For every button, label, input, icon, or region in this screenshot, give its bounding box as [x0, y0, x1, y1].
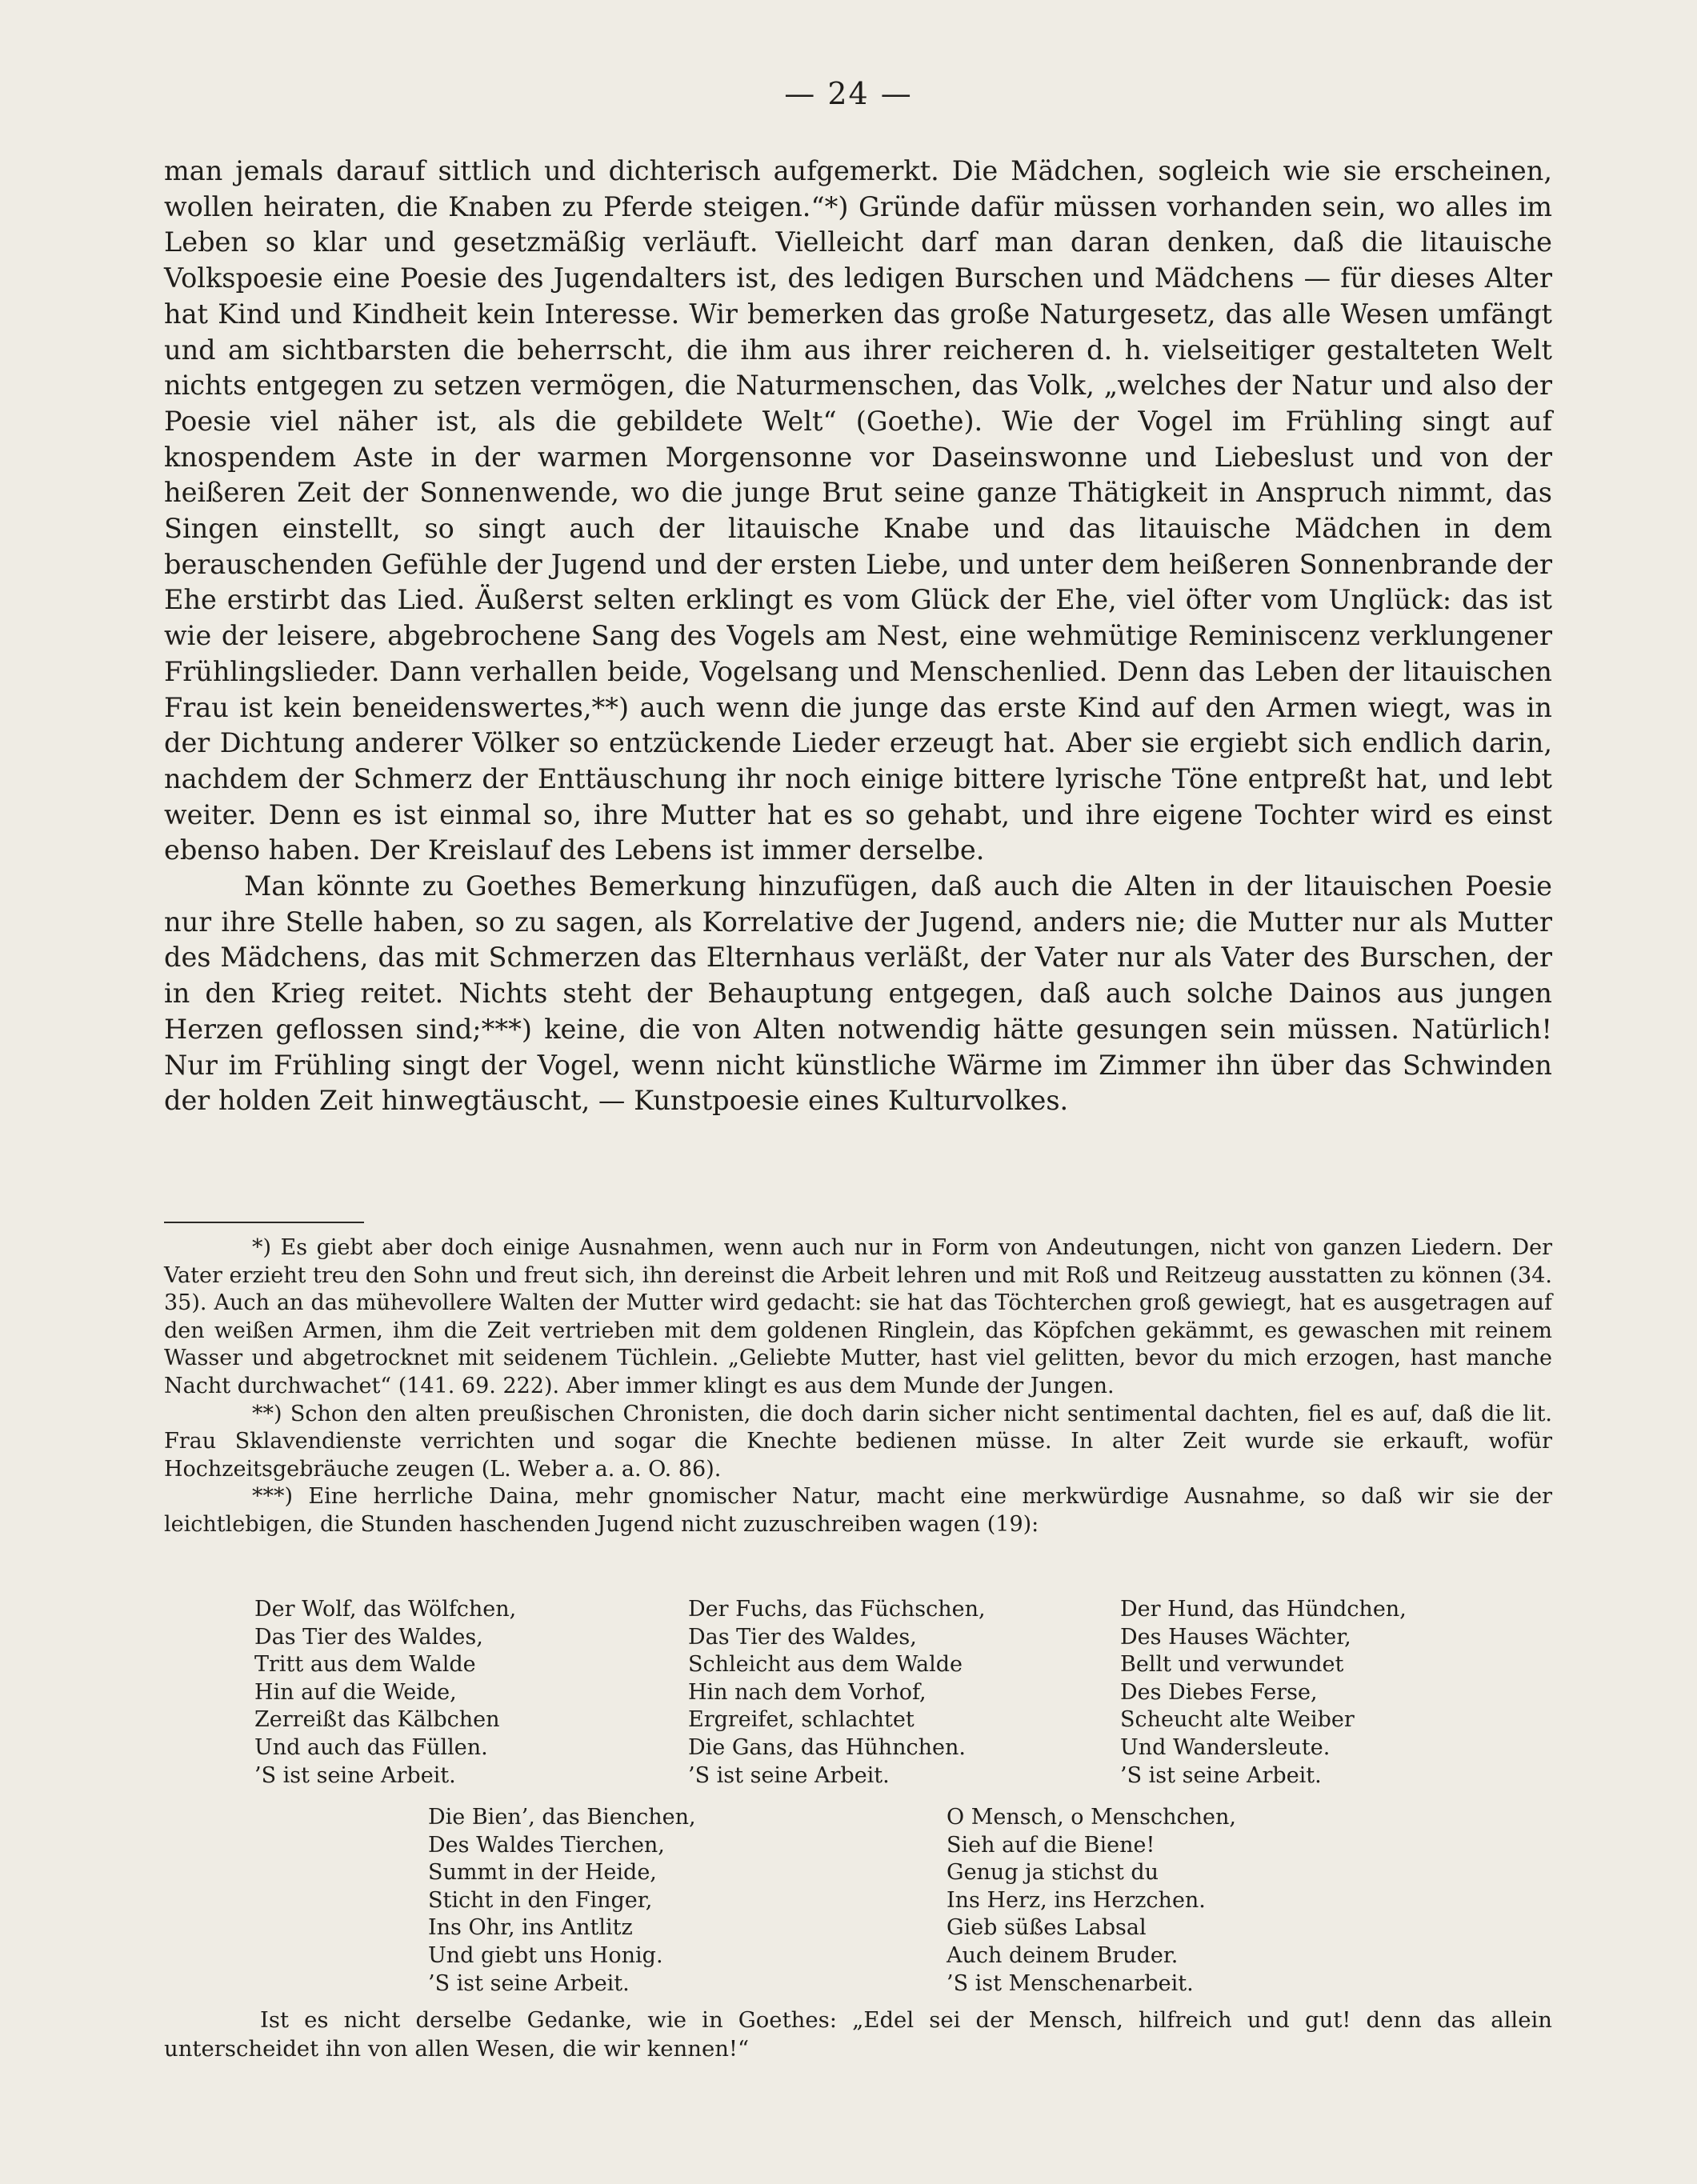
paragraph: Man könnte zu Goethes Bemerkung hinzufügen, daß auch die Alten in der litauischen Poesie nur ihre Stelle haben, so zu sagen, als Korrelative der Jugend, anders nie; die Mutter nur als Mutter des Mädchens, das mit Schmerzen das Elternhaus verläßt, der Vater nur als Vater des Burschen, der in den Krieg reitet. Nichts steht der Behauptung entgegen, daß auch solche Dainos aus jungen Herzen geflossen sind;***) keine, die von Alten notwendig hätte gesungen sein müssen. Natürlich! Nur im Frühling singt der Vogel, wenn nicht künstliche Wärme im Zimmer ihn über das Schwinden der holden Zeit hinwegtäuscht, — Kunstpoesie eines Kulturvolkes.: [164, 870, 1552, 1117]
poem-line: Der Hund, das Hündchen,: [1120, 1597, 1407, 1622]
poem-stanza-fox: [688, 1596, 986, 1790]
poem-line: Ins Herz, ins Herzchen.: [947, 1887, 1206, 1913]
poem-line: Schleicht aus dem Walde: [688, 1652, 963, 1678]
poem-line: Hin auf die Weide,: [254, 1679, 457, 1705]
poem-line: Bellt und verwundet: [1120, 1652, 1344, 1678]
poem-line: ’S ist Menschenarbeit.: [947, 1970, 1194, 1996]
paragraph: man jemals darauf sittlich und dichterisch aufgemerkt. Die Mädchen, sogleich wie sie erscheinen, wollen heiraten, die Knaben zu Pferde steigen.“*) Gründe dafür müssen vorhanden sein, wo alles im Leben so klar und gesetzmäßig verläuft. Vielleicht darf man daran denken, daß die litauische Volkspoesie eine Poesie des Jugendalters ist, des ledigen Burschen und Mädchens — für dieses Alter hat Kind und Kindheit kein Interesse. Wir bemerken das große Naturgesetz, das alle Wesen umfängt und am sichtbarsten die beherrscht, die ihm aus ihrer reicheren d. h. vielseitiger gestalteten Welt nichts entgegen zu setzen vermögen, die Naturmenschen, das Volk, „welches der Natur und also der Poesie viel näher ist, als die gebildete Welt“ (Goethe). Wie der Vogel im Frühling singt auf knospendem Aste in der warmen Morgensonne vor Daseinswonne und Liebeslust und von der heißeren Zeit der Sonnenwende, wo die junge Brut seine ganze Thätigkeit in Anspruch nimmt, das Singen einstellt, so singt auch der litauische Knabe und das litauische Mädchen in dem berauschenden Gefühle der Jugend und der ersten Liebe, und unter dem heißeren Sonnenbrande der Ehe erstirbt das Lied. Äußerst selten erklingt es vom Glück der Ehe, viel öfter vom Unglück: das ist wie der leisere, abgebrochene Sang des Vogels am Nest, eine wehmütige Reminiscenz verklungener Frühlingslieder. Dann verhallen beide, Vogelsang und Menschenlied. Denn das Leben der litauischen Frau ist kein beneidenswertes,**) auch wenn die junge das erste Kind auf den Armen wiegt, was in der Dichtung anderer Völker so entzückende Lieder erzeugt hat. Aber sie ergiebt sich endlich darin, nachdem der Schmerz der Enttäuschung ihr noch einige bittere lyrische Töne entpreßt hat, und lebt weiter. Denn es ist einmal so, ihre Mutter hat es so gehabt, und ihre eigene Tochter wird es einst ebenso haben. Der Kreislauf des Lebens ist immer derselbe.: [164, 155, 1552, 866]
poem-line: Sieh auf die Biene!: [947, 1832, 1155, 1858]
footnotes: [164, 1234, 1552, 1539]
poem-line: Und giebt uns Honig.: [428, 1942, 663, 1968]
poem-line: Scheucht alte Weiber: [1120, 1707, 1355, 1733]
poem-line: Genug ja stichst du: [947, 1860, 1159, 1886]
poem-line: Summt in der Heide,: [428, 1860, 657, 1886]
poem-line: ’S ist seine Arbeit.: [688, 1762, 890, 1788]
poem-line: Tritt aus dem Walde: [254, 1652, 476, 1678]
footnote-rule: [164, 1222, 364, 1223]
poem-line: Des Waldes Tierchen,: [428, 1832, 665, 1858]
poem-line: ’S ist seine Arbeit.: [254, 1762, 456, 1788]
closing-remark: [164, 2006, 1552, 2063]
footnote: *) Es giebt aber doch einige Ausnahmen, wenn auch nur in Form von Andeutungen, nicht von ganzen Liedern. Der Vater erzieht treu den Sohn und freut sich, ihn dereinst die Arbeit lehren und mit Roß und Reitzeug ausstatten zu können (34. 35). Auch an das mühevollere Walten der Mutter wird gedacht: sie hat das Töchterchen groß gewiegt, hat es ausgetragen auf den weißen Armen, ihm die Zeit vertrieben mit dem goldenen Ringlein, das Köpfchen gekämmt, es gewaschen mit reinem Wasser und abgetrocknet mit seidenem Tüchlein. „Geliebte Mutter, hast viel gelitten, bevor du mich erzogen, hast manche Nacht durchwachet“ (141. 69. 222). Aber immer klingt es aus dem Munde der Jungen.: [164, 1235, 1552, 1398]
poem-line: Die Bien’, das Bienchen,: [428, 1805, 696, 1830]
main-text: [164, 154, 1552, 1119]
poem-line: Auch deinem Bruder.: [947, 1942, 1179, 1968]
poem-stanza-wolf: [254, 1596, 516, 1790]
poem-line: Des Hauses Wächter,: [1120, 1624, 1351, 1650]
footnote: **) Schon den alten preußischen Chronisten, die doch darin sicher nicht sentimental dachten, fiel es auf, daß die lit. Frau Sklavendienste verrichten und sogar die Knechte bedienen müsse. In alter Zeit wurde sie erkauft, wofür Hochzeitsgebräuche zeugen (L. Weber a. a. O. 86).: [164, 1401, 1552, 1482]
poem-line: ’S ist seine Arbeit.: [428, 1970, 630, 1996]
footnote: ***) Eine herrliche Daina, mehr gnomischer Natur, macht eine merkwürdige Ausnahme, so daß wir sie der leichtlebigen, die Stunden haschenden Jugend nicht zuzuschreiben wagen (19):: [164, 1484, 1552, 1537]
poem-line: Ergreifet, schlachtet: [688, 1707, 915, 1733]
poem-line: Das Tier des Waldes,: [254, 1624, 483, 1650]
poem-stanza-dog: [1120, 1596, 1407, 1790]
poem-line: Das Tier des Waldes,: [688, 1624, 917, 1650]
poem-line: Gieb süßes Labsal: [947, 1915, 1147, 1941]
poem-stanza-human: [947, 1804, 1236, 1998]
poem-line: Zerreißt das Kälbchen: [254, 1707, 500, 1733]
poem-line: O Mensch, o Menschchen,: [947, 1805, 1236, 1830]
closing-text: Ist es nicht derselbe Gedanke, wie in Goethes: „Edel sei der Mensch, hilfreich und gut! denn das allein unterscheidet ihn von allen Wesen, die wir kennen!“: [164, 2007, 1552, 2062]
page-number: — 24 —: [784, 76, 913, 111]
poem-stanza-bee: [428, 1804, 696, 1998]
poem-line: Der Wolf, das Wölfchen,: [254, 1597, 517, 1622]
poem-line: ’S ist seine Arbeit.: [1120, 1762, 1322, 1788]
poem-line: Und auch das Füllen.: [254, 1734, 488, 1760]
poem-line: Ins Ohr, ins Antlitz: [428, 1915, 633, 1941]
poem-line: Der Fuchs, das Füchschen,: [688, 1597, 986, 1622]
poem-line: Und Wandersleute.: [1120, 1734, 1331, 1760]
poem-line: Die Gans, das Hühnchen.: [688, 1734, 966, 1760]
poem-line: Hin nach dem Vorhof,: [688, 1679, 927, 1705]
poem-line: Sticht in den Finger,: [428, 1887, 653, 1913]
poem-line: Des Diebes Ferse,: [1120, 1679, 1318, 1705]
